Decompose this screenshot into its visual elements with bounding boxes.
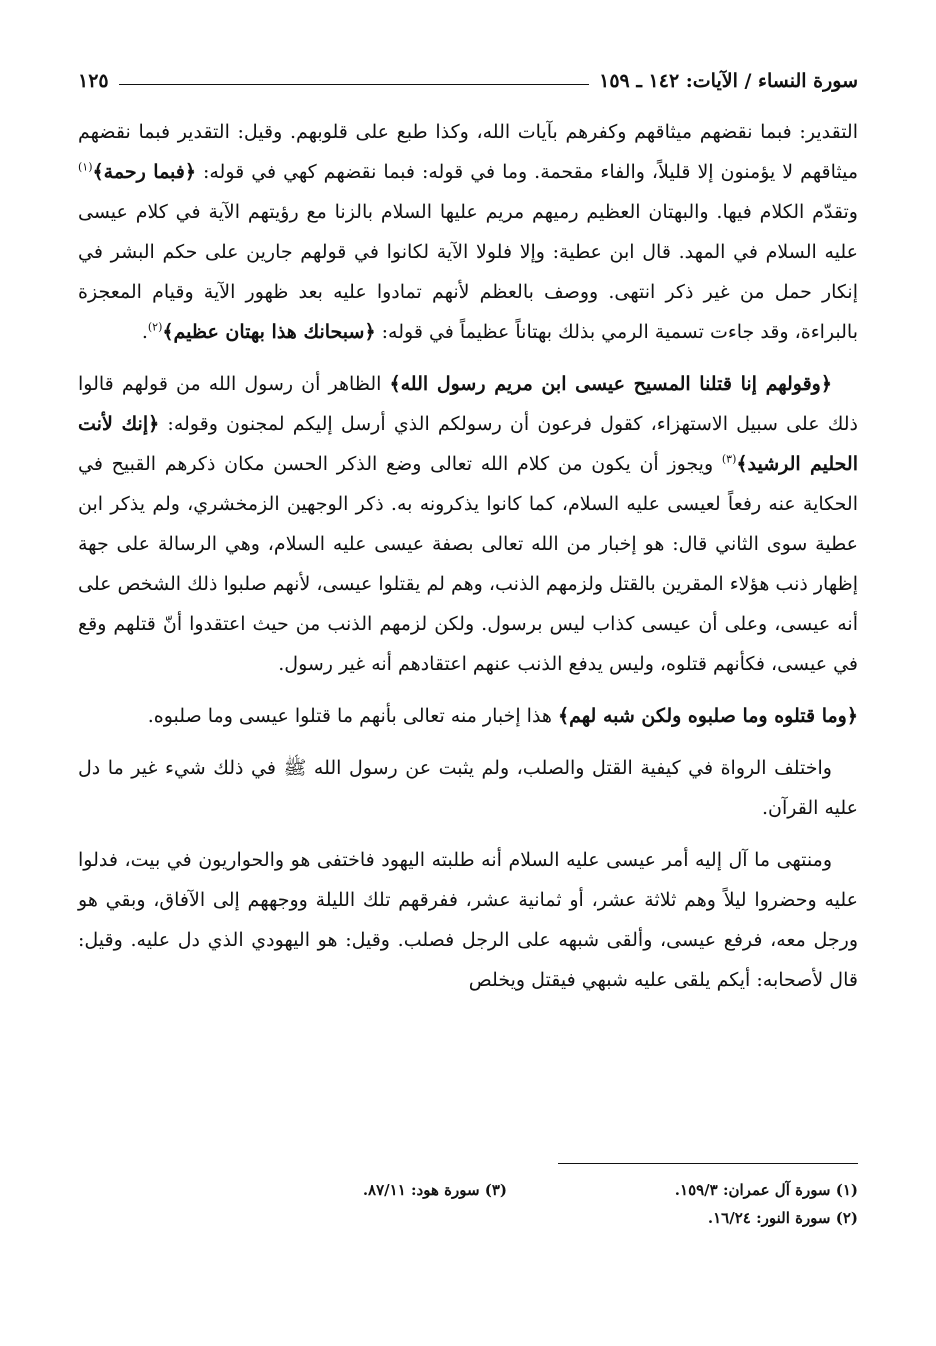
quran-quote: ﴿فبما رحمة﴾ (92, 161, 196, 183)
footnote-rule (558, 1163, 858, 1164)
footnote-row (78, 1204, 858, 1232)
page-number: ١٢٥ (78, 70, 109, 92)
header-rule (119, 84, 589, 85)
quran-quote: ﴿إنك لأنت الحليم الرشيد﴾ (78, 413, 858, 475)
chapter-title: سورة النساء / الآيات: ١٤٢ ـ ١٥٩ (599, 70, 858, 92)
text-segment: واختلف الرواة في كيفية القتل والصلب، ولم يثبت عن رسول الله ﷺ في ذلك شيء غير ما دل عليه القرآن. (78, 757, 858, 819)
paragraph-4 (78, 748, 858, 828)
text-segment: وتقدّم الكلام فيها. والبهتان العظيم رميهم مريم عليها السلام بالزنا مع رؤيتهم الآية في كلام عيسى عليه السلام في المهد. قال ابن عطية: وإلا فلولا الآية لكانوا في قولهم جارين على حكم البشر في إنكار حمل من غير ذكر انتهى. ووصف بالعظم لأنهم تمادوا عليه بعد ظهور الآية وقيام المعجزة بالبراءة، وقد جاءت تسمية الرمي بذلك بهتاناً عظيماً في قوله: (78, 201, 858, 343)
footnote-3: (٣) سورة هود: ٨٧/١١. (362, 1181, 507, 1199)
footnote-1: (١) سورة آل عمران: ١٥٩/٣. (674, 1181, 858, 1199)
footnote-2: (٢) سورة النور: ١٦/٢٤. (707, 1209, 858, 1227)
footnote-ref: (٣) (721, 452, 737, 466)
quran-quote: ﴿وقولهم إنا قتلنا المسيح عيسى ابن مريم رسول الله﴾ (389, 373, 832, 395)
page-header (78, 58, 858, 92)
paragraph-2 (78, 364, 858, 684)
text-segment: . (141, 321, 148, 343)
text-segment: الظاهر أن رسول الله من قولهم قالوا ذلك على سبيل الاستهزاء، كقول فرعون أن رسولكم الذي أرسل إليكم لمجنون وقوله: (78, 373, 858, 435)
footnote-ref: (٢) (147, 320, 163, 334)
quran-quote: ﴿وما قتلوه وما صلبوه ولكن شبه لهم﴾ (558, 705, 858, 727)
quran-quote: ﴿سبحانك هذا بهتان عظيم﴾ (162, 321, 376, 343)
paragraph-1 (78, 112, 858, 352)
paragraph-3 (78, 696, 858, 736)
text-segment: ومنتهى ما آل إليه أمر عيسى عليه السلام أنه طلبته اليهود فاختفى هو والحواريون في بيت، فدلوا عليه وحضروا ليلاً وهم ثلاثة عشر، أو ثمانية عشر، ففرقهم تلك الليلة ووجههم إلى الآفاق، وبقي هو ورجل معه، فرفع عيسى، وألقى شبهه على الرجل فصلب. وقيل: هو اليهودي الذي دل عليه. وقيل: قال لأصحابه: أيكم يلقى عليه شبهي فيقتل ويخلص (78, 849, 858, 991)
footnotes (78, 1176, 858, 1232)
text-segment: هذا إخبار منه تعالى بأنهم ما قتلوا عيسى وما صلبوه. (147, 705, 558, 727)
paragraph-5 (78, 840, 858, 1000)
text-segment: التقدير: فبما نقضهم ميثاقهم وكفرهم بآيات الله، وكذا طبع على قلوبهم. وقيل: التقدير فبما نقضهم ميثاقهم لا يؤمنون إلا قليلاً، والفاء مقحمة. وما في قوله: فبما نقضهم كهي في قوله: (78, 121, 858, 183)
footnote-row (78, 1176, 858, 1204)
main-text (78, 112, 858, 1012)
text-segment: ويجوز أن يكون من كلام الله تعالى وضع الذكر الحسن مكان ذكرهم القبيح في الحكاية عنه رفعاً لعيسى عليه السلام، كما كانوا يذكرونه به. ذكر الوجهين الزمخشري، ولم يذكر ابن عطية سوى الثاني قال: هو إخبار من الله تعالى بصفة عيسى عليه السلام، وهي الرسالة على جهة إظهار ذنب هؤلاء المقرين بالقتل ولزمهم الذنب، وهم لم يقتلوا عيسى، لأنهم صلبوا ذلك الشخص على أنه عيسى، وعلى أن عيسى كذاب ليس برسول. ولكن لزمهم الذنب من حيث اعتقدوا أنّ قتلهم وقع في عيسى، فكأنهم قتلوه، وليس يدفع الذنب عنهم اعتقادهم أنه غير رسول. (78, 453, 858, 675)
footnote-ref: (١) (78, 160, 93, 174)
